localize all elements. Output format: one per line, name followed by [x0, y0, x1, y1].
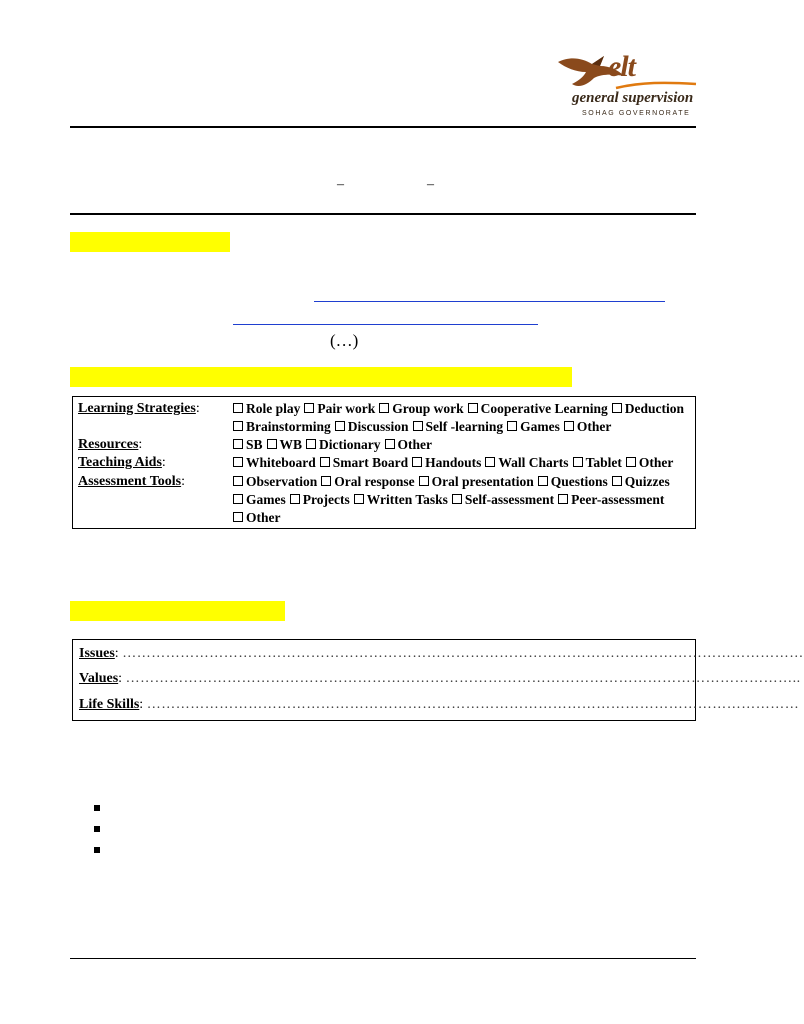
checkbox-label: Games — [520, 419, 560, 434]
logo-general-supervision: general supervision — [572, 90, 694, 106]
checkbox-icon[interactable] — [564, 421, 574, 431]
checkbox-label: Dictionary — [319, 437, 381, 452]
issues-values-table — [72, 639, 804, 721]
section-heading-highlight-3 — [70, 601, 285, 621]
checkbox-option[interactable] — [233, 492, 286, 507]
checkbox-option[interactable] — [412, 455, 481, 470]
checkbox-option[interactable] — [419, 474, 534, 489]
checkbox-option[interactable] — [233, 474, 317, 489]
checkbox-label: Written Tasks — [366, 492, 448, 507]
checkbox-option[interactable] — [612, 401, 684, 416]
checkbox-icon[interactable] — [413, 421, 423, 431]
label-resources: Resources: — [78, 437, 143, 452]
checkbox-icon[interactable] — [335, 421, 345, 431]
checkbox-label: Other — [246, 510, 281, 525]
checkbox-icon[interactable] — [626, 457, 636, 467]
checkbox-label: Oral response — [334, 474, 415, 489]
checkbox-label: Cooperative Learning — [480, 401, 608, 416]
checkbox-option[interactable] — [233, 455, 316, 470]
checkbox-icon[interactable] — [304, 403, 314, 413]
options-line — [233, 473, 674, 491]
checkbox-option[interactable] — [233, 437, 263, 452]
checkbox-option[interactable] — [267, 437, 303, 452]
header-top-rule — [70, 126, 696, 128]
checkbox-option[interactable] — [321, 474, 414, 489]
bullet-icon — [94, 826, 100, 832]
checkbox-icon[interactable] — [321, 476, 331, 486]
checkbox-icon[interactable] — [468, 403, 478, 413]
options-line — [233, 436, 436, 454]
checkbox-option[interactable] — [335, 419, 409, 434]
checkbox-option[interactable] — [485, 455, 568, 470]
checkbox-label: Handouts — [425, 455, 482, 470]
checkbox-option[interactable] — [354, 492, 448, 507]
checkbox-option[interactable] — [468, 401, 608, 416]
checkbox-label: Projects — [302, 492, 350, 507]
checkbox-icon[interactable] — [452, 494, 462, 504]
checkbox-label: Oral presentation — [431, 474, 534, 489]
section-heading-highlight-2 — [70, 367, 572, 387]
checkbox-label: Self -learning — [425, 419, 504, 434]
checkbox-option[interactable] — [612, 474, 670, 489]
section-heading-highlight-1 — [70, 232, 230, 252]
checkbox-option[interactable] — [320, 455, 408, 470]
checkbox-icon[interactable] — [320, 457, 330, 467]
checkbox-icon[interactable] — [507, 421, 517, 431]
checkbox-icon[interactable] — [233, 421, 243, 431]
checkbox-icon[interactable] — [290, 494, 300, 504]
checkbox-label: Self-assessment — [464, 492, 555, 507]
checkbox-label: Other — [638, 455, 674, 470]
checkbox-label: Group work — [392, 401, 464, 416]
checkbox-icon[interactable] — [412, 457, 422, 467]
checkbox-option[interactable] — [306, 437, 381, 452]
life-skills-label: Life Skills — [79, 697, 140, 712]
checkbox-option[interactable] — [538, 474, 608, 489]
checkbox-label: Discussion — [347, 419, 409, 434]
bullet-icon — [94, 805, 100, 811]
label-teaching-aids: Teaching Aids: — [78, 455, 166, 470]
checkbox-option[interactable] — [385, 437, 433, 452]
bullet-icon — [94, 847, 100, 853]
checkbox-icon[interactable] — [233, 439, 243, 449]
options-line — [233, 454, 677, 472]
header-bottom-rule — [70, 213, 696, 215]
options-line — [233, 509, 285, 527]
checkbox-option[interactable] — [233, 510, 281, 525]
checkbox-label: Quizzes — [624, 474, 670, 489]
values-label: Values — [79, 671, 119, 686]
values-dots: ………………………………………………………………………………………………………………………….. — [125, 671, 801, 686]
checkbox-label: Whiteboard — [246, 455, 316, 470]
checkbox-option[interactable] — [452, 492, 554, 507]
hyperlink-1[interactable] — [314, 301, 665, 302]
checkbox-icon[interactable] — [558, 494, 568, 504]
checkbox-label: Role play — [246, 401, 301, 416]
checkbox-icon[interactable] — [233, 403, 243, 413]
checkbox-option[interactable] — [626, 455, 674, 470]
checkbox-option[interactable] — [413, 419, 504, 434]
checkbox-icon[interactable] — [485, 457, 495, 467]
options-line — [233, 491, 668, 509]
checkbox-label: Smart Board — [332, 455, 409, 470]
options-line — [233, 418, 615, 436]
checkbox-icon[interactable] — [233, 457, 243, 467]
checkbox-label: Wall Charts — [498, 455, 569, 470]
hyperlink-2[interactable] — [233, 324, 538, 325]
issues-dots: …………………………………………………………………………………………………………………………… — [122, 646, 804, 661]
checkbox-label: Tablet — [585, 455, 622, 470]
header-dash-2: – — [427, 177, 434, 192]
elt-logo — [556, 50, 698, 125]
values-line[interactable]: Values: ………………………………………………………………………………………………………………………….. — [79, 671, 801, 686]
logo-sohag-governorate: SOHAG GOVERNORATE — [582, 110, 691, 117]
checkbox-option[interactable] — [507, 419, 560, 434]
footer-rule — [70, 958, 696, 959]
header-dash-1: – — [337, 177, 344, 192]
checkbox-label: Other — [576, 419, 612, 434]
options-line — [233, 400, 688, 418]
checkbox-icon[interactable] — [354, 494, 364, 504]
checkbox-icon[interactable] — [385, 439, 395, 449]
checkbox-label: Deduction — [624, 401, 685, 416]
checkbox-label: Brainstorming — [246, 419, 331, 434]
checkbox-icon[interactable] — [612, 476, 622, 486]
checkbox-icon[interactable] — [379, 403, 389, 413]
checkbox-label: Peer-assessment — [571, 492, 665, 507]
checkbox-icon[interactable] — [233, 512, 243, 522]
logo-elt-text: elt — [608, 50, 635, 83]
checkbox-option[interactable] — [573, 455, 622, 470]
checkbox-option[interactable] — [304, 401, 375, 416]
checkbox-label: SB — [246, 437, 263, 452]
label-learning-strategies: Learning Strategies: — [78, 401, 200, 416]
issues-line[interactable]: Issues: …………………………………………………………………………………………………………………………… — [79, 646, 804, 661]
issues-label: Issues — [79, 646, 115, 661]
checkbox-icon[interactable] — [419, 476, 429, 486]
checkbox-icon[interactable] — [233, 494, 243, 504]
label-assessment-tools: Assessment Tools: — [78, 474, 185, 489]
life-skills-line[interactable]: Life Skills: ……………………………………………………………………………………………………………………… — [79, 697, 800, 712]
checkbox-label: Questions — [550, 474, 608, 489]
life-skills-dots: ……………………………………………………………………………………………………………………… — [146, 697, 800, 712]
checkbox-option[interactable] — [564, 419, 612, 434]
checkbox-icon[interactable] — [538, 476, 548, 486]
checkbox-label: Pair work — [317, 401, 376, 416]
checkbox-icon[interactable] — [573, 457, 583, 467]
checkbox-option[interactable] — [233, 401, 300, 416]
checkbox-icon[interactable] — [233, 476, 243, 486]
strategies-table — [72, 396, 696, 529]
checkbox-icon[interactable] — [267, 439, 277, 449]
checkbox-label: WB — [279, 437, 303, 452]
logo-swoosh — [616, 80, 696, 90]
checkbox-icon[interactable] — [306, 439, 316, 449]
checkbox-option[interactable] — [290, 492, 350, 507]
checkbox-option[interactable] — [379, 401, 463, 416]
checkbox-label: Observation — [246, 474, 318, 489]
checkbox-option[interactable] — [558, 492, 664, 507]
checkbox-label: Games — [246, 492, 286, 507]
checkbox-option[interactable] — [233, 419, 331, 434]
checkbox-label: Other — [397, 437, 433, 452]
ellipsis-text: (…) — [330, 331, 359, 350]
checkbox-icon[interactable] — [612, 403, 622, 413]
